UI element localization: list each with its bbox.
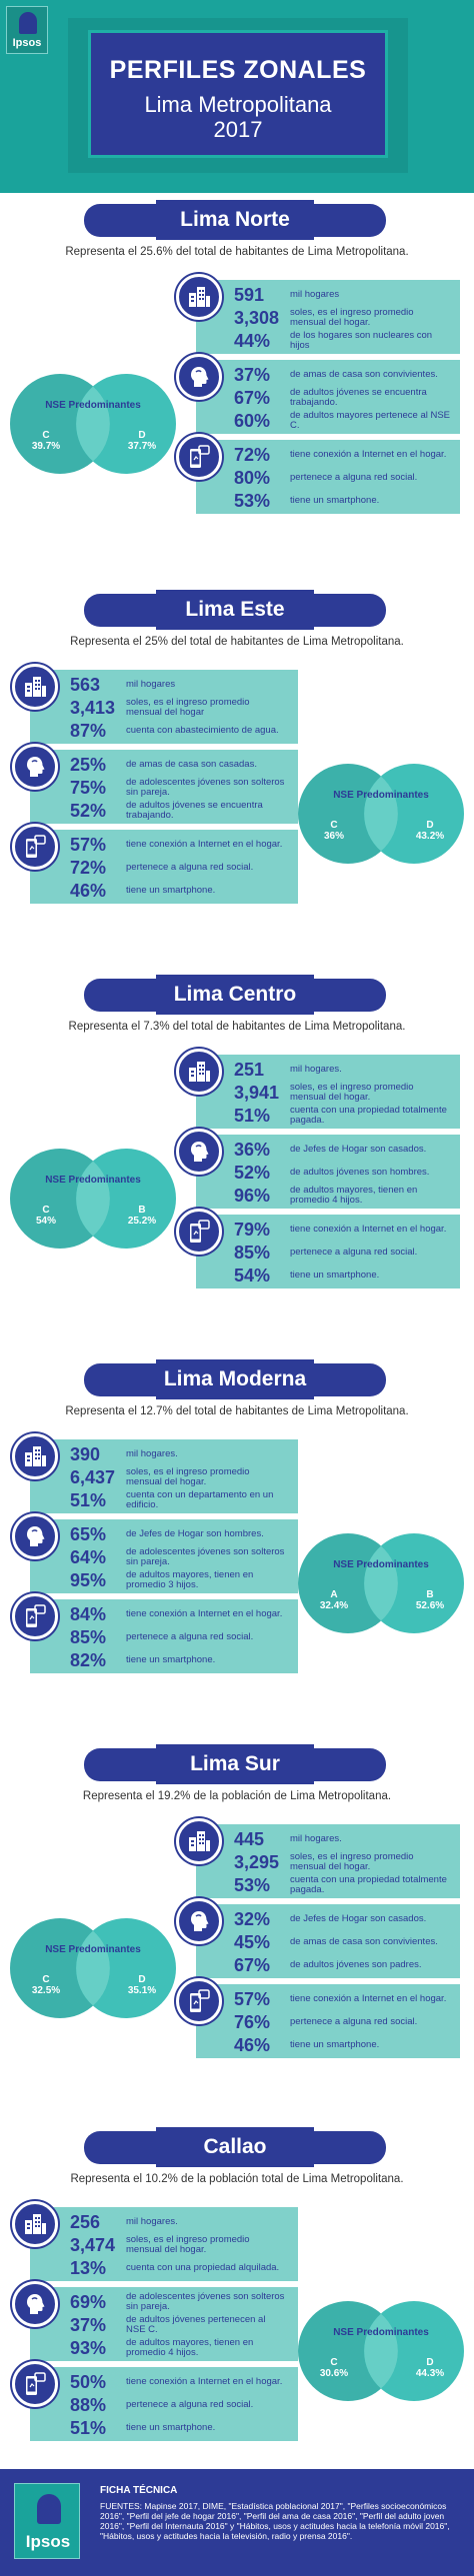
head-profile-icon [12, 2281, 58, 2327]
stat-value: 3,413 [70, 697, 116, 718]
stat-label: pertenece a alguna red social. [126, 2398, 254, 2410]
stat-row [234, 387, 450, 409]
stat-value: 57% [70, 834, 107, 855]
stat-label: pertenece a alguna red social. [126, 861, 254, 873]
stat-row [234, 1828, 450, 1850]
nse-right-label: D [426, 820, 434, 831]
stat-label: de los hogares son nucleares con hijos [290, 329, 433, 351]
stat-row [70, 2257, 286, 2279]
stat-row [70, 1489, 286, 1511]
nse-title: NSE Predominantes [45, 1944, 141, 1955]
stat-value: 256 [70, 2211, 101, 2232]
stat-label: tiene conexión a Internet en el hogar. [290, 448, 447, 460]
nse-venn-diagram [8, 370, 178, 478]
stat-value: 76% [234, 2011, 271, 2032]
stat-row [234, 330, 450, 352]
stat-value: 67% [234, 1954, 271, 1975]
stat-row [234, 1265, 450, 1287]
zone-description: Representa el 7.3% del total de habitantes de Lima Metropolitana. [68, 1021, 406, 1033]
stat-row [234, 307, 450, 329]
stat-label: tiene un smartphone. [126, 1653, 216, 1665]
stat-row [70, 1649, 286, 1671]
ipsos-mark-icon [19, 12, 37, 34]
zone-description: Representa el 25% del total de habitantes de Lima Metropolitana. [70, 636, 404, 648]
stat-value: 88% [70, 2394, 107, 2415]
stat-value: 251 [234, 1059, 265, 1080]
stat-value: 46% [70, 880, 107, 901]
stat-value: 65% [70, 1523, 107, 1544]
zone-banner-lima-sur [84, 1744, 386, 1784]
nse-right-value: 25.2% [127, 1216, 157, 1227]
nse-right-value: 35.1% [127, 1985, 157, 1996]
stat-row [234, 490, 450, 512]
stat-label: soles, es el ingreso promedio mensual del hogar. [290, 1081, 414, 1103]
venn-svg [296, 760, 466, 868]
stat-row [234, 1082, 450, 1104]
nse-right-label: D [138, 430, 146, 441]
stat-row [70, 1443, 286, 1465]
zone-name: Lima Sur [190, 1752, 280, 1775]
stat-row [234, 1059, 450, 1081]
stat-value: 591 [234, 284, 265, 305]
stat-row [70, 880, 286, 902]
nse-right-label: B [426, 1589, 434, 1600]
stat-label: soles, es el ingreso promedio mensual del hogar. [126, 2233, 250, 2255]
stat-label: soles, es el ingreso promedio mensual del hogar [126, 696, 250, 718]
nse-left [314, 1589, 354, 1611]
stat-value: 69% [70, 2291, 107, 2312]
buildings-icon [12, 1433, 58, 1479]
buildings-icon [176, 1049, 222, 1095]
nse-right [410, 820, 450, 842]
stat-label: de amas de casa son convivientes. [290, 1935, 438, 1947]
nse-title: NSE Predominantes [333, 790, 429, 801]
venn-svg [296, 1529, 466, 1637]
stat-row [70, 777, 286, 799]
stat-label: de adultos mayores, tienen en promedio 3 hijos. [126, 1568, 254, 1590]
stat-value: 75% [70, 777, 107, 798]
stat-value: 60% [234, 410, 271, 431]
footer-logo-text: Ipsos [25, 2532, 71, 2551]
stat-value: 37% [70, 2314, 107, 2335]
stat-label: mil hogares. [290, 1063, 342, 1075]
stat-label: de adolescentes jóvenes son solteros sin pareja. [126, 776, 285, 798]
stat-label: tiene conexión a Internet en el hogar. [126, 2375, 283, 2387]
stat-row [70, 800, 286, 822]
stat-row [234, 1931, 450, 1953]
stat-value: 563 [70, 674, 101, 695]
stat-row [234, 1851, 450, 1873]
stat-value: 54% [234, 1265, 271, 1286]
page-title: PERFILES ZONALES [109, 56, 367, 84]
stat-label: de Jefes de Hogar son casados. [290, 1143, 427, 1155]
stat-label: tiene conexión a Internet en el hogar. [126, 1607, 283, 1619]
nse-right [122, 1974, 162, 1996]
stat-row [70, 2394, 286, 2416]
stat-row [234, 410, 450, 432]
smartphone-icon [12, 2361, 58, 2407]
stat-value: 87% [70, 720, 107, 741]
stat-row [70, 754, 286, 776]
stat-value: 390 [70, 1443, 101, 1464]
stat-row [234, 444, 450, 466]
stat-value: 53% [234, 490, 271, 511]
stat-row [70, 2337, 286, 2359]
head-profile-icon [12, 744, 58, 790]
zone-name: Lima Moderna [163, 1367, 307, 1390]
stat-label: mil hogares [290, 288, 340, 300]
buildings-icon [176, 274, 222, 320]
nse-title: NSE Predominantes [45, 1175, 141, 1186]
stat-label: cuenta con un departamento en un edificio. [126, 1488, 274, 1510]
nse-venn-diagram [8, 1914, 178, 2022]
head-profile-icon [176, 1129, 222, 1175]
stat-label: mil hogares. [126, 1447, 178, 1459]
nse-left-value: 36% [323, 831, 344, 842]
stat-label: de adultos mayores, tienen en promedio 4 hijos. [290, 1184, 418, 1206]
stat-value: 93% [70, 2337, 107, 2358]
nse-left-value: 32.4% [319, 1600, 349, 1611]
stat-row [234, 1908, 450, 1930]
nse-title: NSE Predominantes [45, 400, 141, 411]
head-profile-icon [176, 1898, 222, 1944]
venn-svg [8, 1145, 178, 1253]
nse-right [410, 1589, 450, 1611]
stat-value: 3,308 [234, 307, 280, 328]
stat-value: 79% [234, 1219, 271, 1240]
nse-left-label: C [42, 1205, 50, 1216]
nse-title: NSE Predominantes [333, 1559, 429, 1570]
nse-right-value: 43.2% [415, 831, 445, 842]
stat-value: 44% [234, 330, 271, 351]
stat-value: 85% [234, 1242, 271, 1263]
page-subtitle [88, 92, 388, 142]
stat-row [70, 2234, 286, 2256]
stat-label: tiene un smartphone. [126, 884, 216, 896]
stat-value: 53% [234, 1874, 271, 1895]
stat-value: 52% [234, 1162, 271, 1183]
nse-left [26, 430, 66, 452]
footer-logo[interactable] [14, 2483, 80, 2559]
nse-left-value: 39.7% [31, 441, 61, 452]
stat-value: 72% [234, 444, 271, 465]
stat-label: soles, es el ingreso promedio mensual del hogar. [290, 306, 414, 328]
stat-row [234, 2034, 450, 2056]
stat-label: soles, es el ingreso promedio mensual del hogar. [290, 1850, 414, 1872]
footer-title: FICHA TÉCNICA [100, 2485, 178, 2496]
stat-value: 80% [234, 467, 271, 488]
stat-row [234, 1162, 450, 1184]
zone-description: Representa el 12.7% del total de habitantes de Lima Metropolitana. [65, 1405, 409, 1417]
stat-value: 51% [70, 2417, 107, 2438]
buildings-icon [12, 664, 58, 710]
stat-row [70, 2371, 286, 2393]
stat-label: de adolescentes jóvenes son solteros sin pareja. [126, 1545, 285, 1567]
stat-label: soles, es el ingreso promedio mensual del hogar. [126, 1465, 250, 1487]
stat-value: 85% [70, 1626, 107, 1647]
stat-value: 13% [70, 2257, 107, 2278]
stat-label: de adultos jóvenes pertenecen al NSE C. [126, 2313, 266, 2335]
nse-left [26, 1974, 66, 1996]
stat-value: 45% [234, 1931, 271, 1952]
stat-row [70, 2314, 286, 2336]
venn-svg [8, 370, 178, 478]
stat-value: 51% [70, 1489, 107, 1510]
stat-value: 6,437 [70, 1466, 116, 1487]
stat-label: pertenece a alguna red social. [290, 471, 418, 483]
stat-label: de adultos jóvenes son hombres. [290, 1166, 430, 1178]
zone-description: Representa el 25.6% del total de habitantes de Lima Metropolitana. [65, 246, 409, 258]
stat-value: 32% [234, 1908, 271, 1929]
nse-venn-diagram [296, 2297, 466, 2405]
venn-svg [296, 2297, 466, 2405]
stat-value: 46% [234, 2034, 271, 2055]
stat-label: tiene un smartphone. [290, 494, 380, 506]
stat-value: 50% [70, 2371, 107, 2392]
logo-text: Ipsos [12, 37, 42, 49]
stat-label: tiene conexión a Internet en el hogar. [126, 838, 283, 850]
stat-value: 52% [70, 800, 107, 821]
venn-svg [8, 1914, 178, 2022]
nse-left-label: C [330, 820, 338, 831]
stat-label: de Jefes de Hogar son hombres. [126, 1527, 264, 1539]
stat-value: 445 [234, 1828, 265, 1849]
stat-row [70, 697, 286, 719]
nse-left-label: C [42, 1974, 50, 1985]
stat-label: cuenta con una propiedad totalmente pagada. [290, 1104, 447, 1126]
stat-row [70, 1626, 286, 1648]
stat-label: cuenta con una propiedad totalmente pagada. [290, 1873, 447, 1895]
stat-label: mil hogares. [290, 1832, 342, 1844]
smartphone-icon [176, 1209, 222, 1255]
zone-name: Lima Este [185, 598, 285, 621]
stat-value: 96% [234, 1185, 271, 1206]
buildings-icon [12, 2201, 58, 2247]
head-profile-icon [12, 1513, 58, 1559]
nse-left [314, 820, 354, 842]
stat-row [70, 2211, 286, 2233]
stat-value: 95% [70, 1569, 107, 1590]
stat-row [70, 674, 286, 696]
smartphone-icon [12, 1593, 58, 1639]
zone-description: Representa el 10.2% de la población total de Lima Metropolitana. [70, 2173, 404, 2185]
stat-label: tiene conexión a Internet en el hogar. [290, 1992, 447, 2004]
stat-label: cuenta con abastecimiento de agua. [126, 724, 279, 736]
head-profile-icon [176, 354, 222, 400]
smartphone-icon [176, 1978, 222, 2024]
subtitle-line-1: Lima Metropolitana [144, 92, 332, 117]
stat-label: tiene un smartphone. [126, 2421, 216, 2433]
stat-label: de Jefes de Hogar son casados. [290, 1912, 427, 1924]
zone-banner-callao [84, 2127, 386, 2167]
stat-value: 72% [70, 857, 107, 878]
stat-label: de adultos jóvenes se encuentra trabajando. [126, 799, 263, 821]
stat-row [234, 1874, 450, 1896]
stat-row [234, 1242, 450, 1264]
stat-row [70, 857, 286, 879]
nse-right [410, 2357, 450, 2379]
nse-right-label: D [426, 2357, 434, 2368]
stat-label: de adultos jóvenes son padres. [290, 1958, 422, 1970]
stat-row [70, 1523, 286, 1545]
zone-banner-lima-este [84, 590, 386, 630]
stat-value: 67% [234, 387, 271, 408]
stat-label: de adultos mayores pertenece al NSE C. [290, 409, 451, 431]
nse-left-label: A [330, 1589, 338, 1600]
footer [0, 2469, 474, 2576]
subtitle-line-2: 2017 [213, 117, 263, 142]
stat-label: mil hogares [126, 678, 176, 690]
nse-left-label: C [42, 430, 50, 441]
stat-row [234, 364, 450, 386]
stat-value: 25% [70, 754, 107, 775]
nse-right-value: 52.6% [415, 1600, 445, 1611]
stat-label: tiene un smartphone. [290, 2038, 380, 2050]
stat-row [70, 834, 286, 856]
nse-left-value: 32.5% [31, 1985, 61, 1996]
stat-row [234, 284, 450, 306]
stat-label: de adultos mayores, tienen en promedio 4 hijos. [126, 2336, 254, 2358]
stat-label: cuenta con una propiedad alquilada. [126, 2261, 280, 2273]
zone-description: Representa el 19.2% de la población de Lima Metropolitana. [82, 1790, 392, 1802]
stat-row [234, 2011, 450, 2033]
nse-venn-diagram [296, 1529, 466, 1637]
stat-label: pertenece a alguna red social. [290, 2015, 418, 2027]
stat-label: tiene un smartphone. [290, 1269, 380, 1281]
footer-sources: FUENTES: Mapinse 2017, DIME, "Estadística poblacional 2017", "Perfiles socioeconómicos 2016", "Perfil del jefe de hogar 2016", "Perfil del ama de casa 2016", "Perfil del adulto joven 2016", "Perfil del Internauta 2016" y "Hábitos, usos y actitudes hacia la telefonía móvil 2016", "Hábitos, usos y actitudes hacia la televisión, radio y prensa 2016". [100, 2501, 450, 2541]
smartphone-icon [12, 824, 58, 870]
stat-label: de adultos jóvenes se encuentra trabajando. [290, 386, 427, 408]
stat-row [70, 2291, 286, 2313]
nse-right [122, 1205, 162, 1227]
stat-value: 3,474 [70, 2234, 116, 2255]
stat-value: 3,941 [234, 1082, 280, 1103]
stat-label: de amas de casa son convivientes. [290, 368, 438, 380]
stat-value: 37% [234, 364, 271, 385]
stat-row [234, 1988, 450, 2010]
stat-row [70, 2417, 286, 2439]
stat-row [234, 1954, 450, 1976]
nse-left-value: 30.6% [319, 2368, 349, 2379]
zone-name: Lima Centro [173, 983, 297, 1006]
stat-row [234, 1185, 450, 1207]
nse-left-value: 54% [35, 1216, 56, 1227]
stat-label: de amas de casa son casadas. [126, 758, 257, 770]
stat-value: 36% [234, 1139, 271, 1160]
stat-label: mil hogares. [126, 2215, 178, 2227]
page-header [0, 0, 474, 193]
stat-value: 82% [70, 1649, 107, 1670]
stat-value: 64% [70, 1546, 107, 1567]
stat-label: pertenece a alguna red social. [126, 1630, 254, 1642]
stat-label: tiene conexión a Internet en el hogar. [290, 1223, 447, 1235]
stat-row [234, 1139, 450, 1161]
stat-value: 84% [70, 1603, 107, 1624]
stat-value: 3,295 [234, 1851, 280, 1872]
nse-left-label: C [330, 2357, 338, 2368]
nse-venn-diagram [8, 1145, 178, 1253]
nse-right [122, 430, 162, 452]
stat-row [70, 1603, 286, 1625]
stat-row [234, 467, 450, 489]
zone-banner-lima-centro [84, 975, 386, 1015]
stat-row [234, 1219, 450, 1241]
nse-right-value: 44.3% [415, 2368, 445, 2379]
nse-right-label: D [138, 1974, 146, 1985]
zone-banner-lima-moderna [84, 1359, 386, 1399]
stat-value: 51% [234, 1105, 271, 1126]
stat-row [70, 1466, 286, 1488]
stat-label: pertenece a alguna red social. [290, 1246, 418, 1258]
nse-venn-diagram [296, 760, 466, 868]
stat-row [234, 1105, 450, 1127]
zone-banner-lima-norte [84, 200, 386, 240]
zone-name: Callao [203, 2135, 267, 2158]
stat-value: 57% [234, 1988, 271, 2009]
stat-label: de adolescentes jóvenes son solteros sin pareja. [126, 2290, 285, 2312]
ipsos-mark-icon [37, 2494, 61, 2524]
nse-right-value: 37.7% [127, 441, 157, 452]
buildings-icon [176, 1818, 222, 1864]
nse-title: NSE Predominantes [333, 2327, 429, 2338]
ipsos-logo[interactable] [6, 6, 48, 54]
stat-row [70, 720, 286, 742]
stat-row [70, 1569, 286, 1591]
nse-left [26, 1205, 66, 1227]
zone-name: Lima Norte [180, 208, 290, 231]
nse-right-label: B [138, 1205, 146, 1216]
stat-row [70, 1546, 286, 1568]
nse-left [314, 2357, 354, 2379]
smartphone-icon [176, 434, 222, 480]
